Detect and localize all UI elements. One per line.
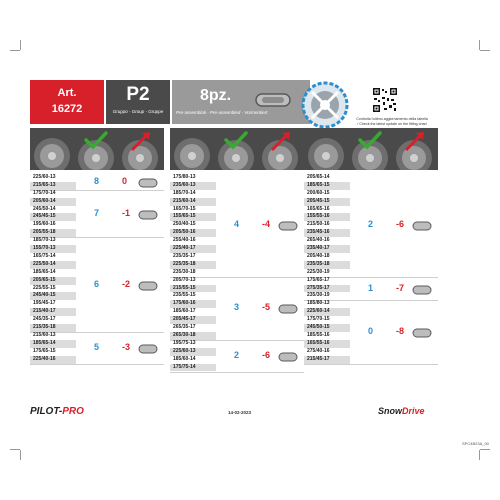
tire-size: 155/65-15 [170,213,216,221]
size-group [170,277,216,340]
shoe-pill-icon [412,221,432,231]
article-label: Art. [57,87,77,99]
tension-arrow-icon [118,128,162,170]
article-number: 16272 [51,103,83,115]
tire-size: 235/35-18 [304,261,350,269]
chain-position-value: 2 [234,349,240,360]
tire-size: 235/40-17 [304,245,350,253]
tire-size: 215/45-17 [304,356,350,364]
tire-size: 235/35-17 [173,252,196,259]
tire-size: 185/65-15 [304,182,350,190]
crop-mark [10,50,20,51]
size-group [30,174,76,190]
tire-size: 165/55-16 [304,340,350,348]
shoe-pill-icon [138,281,158,291]
tire-size: 235/45-16 [304,229,350,237]
qr-code-icon [372,87,398,113]
brand-left-part-b: PRO [62,406,84,417]
tire-size: 205/40-18 [307,252,330,259]
pieces-label: Pre-assemblati - Pre-assembled - Vormontiert [176,110,268,115]
column-header-1 [30,128,164,170]
article-box [30,80,104,124]
group-label: Gruppo - Group - Gruppe [112,109,164,114]
tire-size: 215/60-13 [33,332,56,338]
tire-size: 235/30-19 [307,292,330,299]
tension-arrow-icon [392,128,436,170]
tire-size: 175/70-15 [307,316,330,323]
tire-size: 275/40-16 [307,347,330,354]
tension-adjust-value: -6 [262,349,271,360]
tire-size: 265/40-16 [307,237,330,244]
qr-caption: Controlla l'ultimo aggiornamento della tabella / Check the latest update on the fitting chart [356,117,428,126]
tire-size: 165/70-15 [173,205,196,212]
tire-size: 245/40-15 [30,292,76,300]
tire-size: 225/50-14 [30,261,76,269]
tire-size: 185/55-16 [307,331,330,338]
tire-size: 235/60-13 [170,182,216,190]
size-group [30,332,76,364]
tire-size: 205/45-17 [170,316,216,324]
tire-size: 175/75-14 [170,364,216,372]
tire-size: 175/65-15 [33,347,56,354]
tire-size: 205/55-18 [30,229,76,237]
snow-chain-emblem-icon [300,80,350,130]
chart-date: 14-02-2023 [228,410,252,415]
tire-size: 195/75-13 [173,339,196,346]
tire-size: 245/45-15 [30,213,76,221]
crop-mark [479,40,480,50]
shoe-pill-icon [138,344,158,354]
group-box [106,80,170,124]
shoe-pill-icon [138,178,158,188]
tire-size: 205/65-15 [30,277,76,285]
tire-size: 215/55-15 [170,285,216,293]
chain-position-value: 4 [234,219,240,230]
tire-size: 205/50-16 [170,229,216,237]
pieces-count: 8pz. [200,87,232,104]
brand-right-part-a: Snow [378,406,402,416]
size-group [304,174,350,277]
tire-size: 265/35-17 [173,324,196,331]
shoe-pill-icon [412,285,432,295]
tire-size: 185/70-13 [33,237,56,244]
tension-adjust-value: -2 [122,278,131,289]
tire-size: 185/65-14 [30,340,76,348]
tire-size: 225/60-13 [170,348,216,356]
brand-pilot-pro [30,406,84,417]
brand-snowdrive [378,406,425,416]
check-icon [348,128,392,170]
tension-arrow-icon [258,128,302,170]
column-header-3 [304,128,438,170]
chain-position-value: 5 [94,341,100,352]
crop-mark [20,450,21,460]
tire-size: 185/65-14 [33,268,56,275]
tire-size: 175/80-13 [173,174,196,180]
tire-size: 245/50-15 [304,324,350,332]
tire-size: 245/35-17 [33,316,56,323]
tire-size: 155/70-13 [30,245,76,253]
chain-position-value: 3 [234,302,240,313]
brand-left-part-a: PILOT- [30,406,63,417]
tire-size: 215/65-13 [30,182,76,190]
check-icon [214,128,258,170]
tire-size: 215/35-18 [30,324,76,332]
tire-size: 225/40-17 [170,245,216,253]
shoe-pill-icon [138,210,158,220]
tire-size: 185/80-13 [307,300,330,307]
shoe-pill-icon [412,328,432,338]
tire-size: 185/70-14 [173,189,196,196]
tension-adjust-value: -3 [122,341,131,352]
tire-size: 205/45-15 [304,198,350,206]
chain-position-value: 0 [368,326,374,336]
tire-size: 215/50-16 [307,221,330,228]
column-header-2 [170,128,304,170]
chain-position-value: 8 [94,175,100,186]
tire-size: 265/30-18 [170,332,216,340]
tension-adjust-value: -4 [262,219,271,230]
tire-size: 175/65-17 [307,276,330,283]
group-separator [304,364,438,365]
check-icon [74,128,118,170]
tire-size: 215/60-14 [170,198,216,206]
tire-size: 225/30-19 [307,268,330,275]
shoe-pill-icon [278,221,298,231]
size-group [30,237,76,332]
group-code: P2 [126,84,150,105]
chain-position-value: 2 [368,219,374,230]
crop-mark [480,50,490,51]
header-bar [30,80,310,124]
tire-size: 245/50-14 [33,205,56,212]
shoe-pill-icon [254,90,294,110]
tension-adjust-value: -7 [396,282,405,293]
group-separator [170,372,304,373]
brand-right-part-b: Drive [402,406,425,416]
document-code: SPC4B23A_00 [462,441,489,446]
crop-mark [20,40,21,50]
tire-size: 165/65-16 [307,205,330,212]
tire-size: 200/60-15 [307,189,330,196]
wheel-icon [304,128,348,170]
group-separator [30,364,164,365]
wheel-icon [170,128,214,170]
crop-mark [480,449,490,450]
pieces-box [172,80,310,124]
shoe-pill-icon [278,352,298,362]
tire-size: 250/40-15 [173,221,196,228]
tire-size: 165/75-14 [33,252,56,259]
chain-position-value: 6 [94,278,100,289]
tension-adjust-value: 0 [122,175,128,186]
tire-size: 155/55-16 [304,213,350,221]
tire-size: 235/30-18 [173,268,196,275]
tire-size: 215/40-17 [30,308,76,316]
crop-mark [479,450,480,460]
tire-size: 255/40-16 [173,237,196,244]
size-group [30,190,76,237]
tire-size: 275/35-17 [304,285,350,293]
chain-position-value: 7 [94,207,100,218]
tire-size: 195/45-17 [33,300,56,307]
size-group [304,277,350,301]
chain-position-value: 1 [368,282,374,293]
tire-size: 175/70-14 [33,189,56,196]
size-group [170,174,216,277]
size-group [304,300,350,363]
tension-adjust-value: -8 [396,326,405,336]
tire-size: 225/60-14 [304,308,350,316]
tire-size: 225/55-15 [33,284,56,291]
tire-size: 205/70-13 [173,276,196,283]
size-group [170,340,216,372]
tire-size: 225/60-13 [33,174,56,180]
tension-adjust-value: -6 [396,219,405,230]
tire-size: 175/60-16 [170,300,216,308]
tire-size: 235/55-15 [173,292,196,299]
tire-size: 225/40-16 [30,356,76,364]
tire-size: 205/65-14 [307,174,330,180]
crop-mark [10,449,20,450]
tension-adjust-value: -5 [262,302,271,313]
tire-size: 225/35-18 [170,261,216,269]
wheel-icon [30,128,74,170]
tension-adjust-value: -1 [122,207,131,218]
tire-size: 195/60-16 [33,221,56,228]
tire-size: 205/60-14 [30,198,76,206]
tire-size: 185/60-14 [173,355,196,362]
tire-size: 185/60-17 [173,308,196,315]
shoe-pill-icon [278,304,298,314]
